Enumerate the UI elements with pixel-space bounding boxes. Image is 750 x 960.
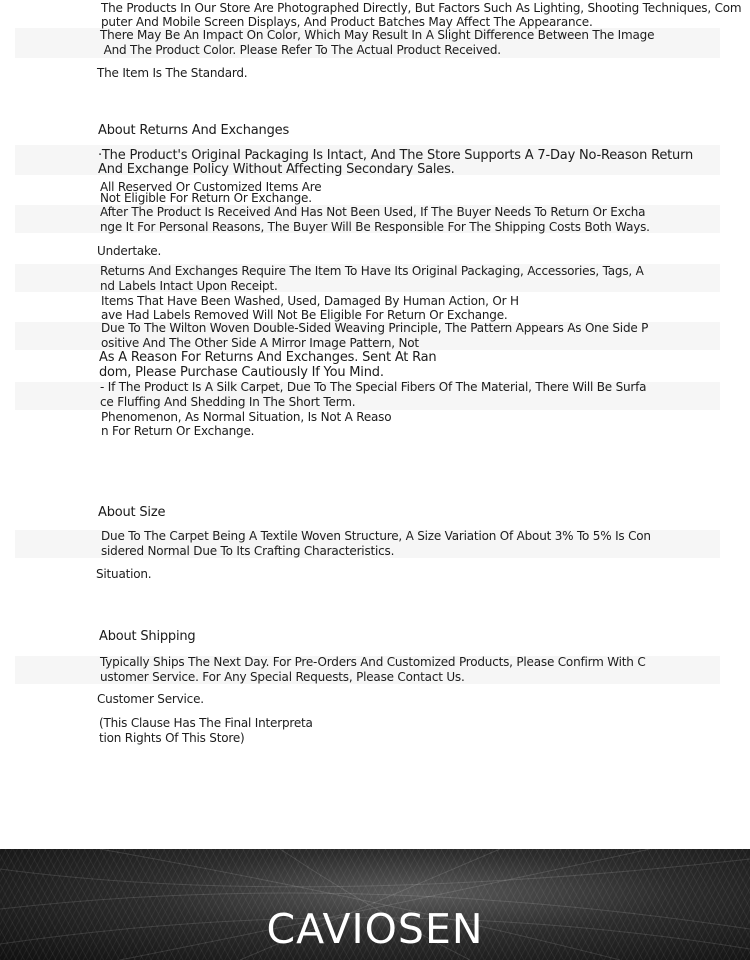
clause-line: tion Rights Of This Store) bbox=[99, 731, 245, 745]
intro-line: There May Be An Impact On Color, Which May Result In A Slight Difference Between The Image bbox=[100, 28, 655, 42]
silk-line: ce Fluffing And Shedding In The Short Term. bbox=[100, 395, 356, 409]
random-line: As A Reason For Returns And Exchanges. Sent At Ran bbox=[99, 350, 437, 365]
reserved-line: Not Eligible For Return Or Exchange. bbox=[100, 191, 312, 205]
returns-policy-line: ·The Product's Original Packaging Is Intact, And The Store Supports A 7-Day No-Reason Return bbox=[98, 148, 694, 163]
wilton-line: Due To The Wilton Woven Double-Sided Weaving Principle, The Pattern Appears As One Side P bbox=[101, 321, 649, 335]
shipping-line: ustomer Service. For Any Special Requests, Please Contact Us. bbox=[100, 670, 465, 684]
size-situation: Situation. bbox=[96, 567, 152, 581]
returns-heading: About Returns And Exchanges bbox=[98, 123, 290, 138]
shipping-costs-line: nge It For Personal Reasons, The Buyer Will Be Responsible For The Shipping Costs Both Ways. bbox=[100, 220, 650, 234]
shipping-costs-line: After The Product Is Received And Has Not Been Used, If The Buyer Needs To Return Or Excha bbox=[100, 205, 646, 219]
undertake-text: Undertake. bbox=[97, 244, 162, 258]
washed-line: Items That Have Been Washed, Used, Damaged By Human Action, Or H bbox=[101, 294, 519, 308]
phenomenon-line: n For Return Or Exchange. bbox=[101, 424, 255, 438]
wilton-line: ositive And The Other Side A Mirror Image Pattern, Not bbox=[101, 336, 419, 350]
random-line: dom, Please Purchase Cautiously If You Mind. bbox=[99, 365, 384, 380]
reserved-line: All Reserved Or Customized Items Are bbox=[100, 180, 322, 194]
packaging-line: nd Labels Intact Upon Receipt. bbox=[100, 279, 278, 293]
brand-logo: CAVIOSEN bbox=[266, 905, 484, 953]
silk-line: - If The Product Is A Silk Carpet, Due To The Special Fibers Of The Material, There Will Be Surfa bbox=[100, 380, 647, 394]
washed-line: ave Had Labels Removed Will Not Be Eligible For Return Or Exchange. bbox=[101, 308, 508, 322]
size-line: Due To The Carpet Being A Textile Woven Structure, A Size Variation Of About 3% To 5% Is Con bbox=[101, 529, 651, 543]
shipping-heading: About Shipping bbox=[99, 629, 196, 644]
customer-service-text: Customer Service. bbox=[97, 692, 204, 706]
intro-line: The Products In Our Store Are Photographed Directly, But Factors Such As Lighting, Shooting Techniques, Com bbox=[101, 1, 742, 15]
phenomenon-line: Phenomenon, As Normal Situation, Is Not A Reaso bbox=[101, 410, 392, 424]
intro-line: puter And Mobile Screen Displays, And Product Batches May Affect The Appearance. bbox=[101, 15, 593, 29]
shipping-line: Typically Ships The Next Day. For Pre-Orders And Customized Products, Please Confirm With C bbox=[100, 655, 646, 669]
intro-standard: The Item Is The Standard. bbox=[97, 66, 248, 80]
clause-line: (This Clause Has The Final Interpreta bbox=[99, 716, 313, 730]
brand-footer bbox=[0, 849, 750, 960]
packaging-line: Returns And Exchanges Require The Item To Have Its Original Packaging, Accessories, Tags, A bbox=[100, 264, 644, 278]
intro-line: And The Product Color. Please Refer To The Actual Product Received. bbox=[100, 43, 501, 57]
size-heading: About Size bbox=[98, 505, 166, 520]
size-line: sidered Normal Due To Its Crafting Characteristics. bbox=[101, 544, 395, 558]
returns-policy-line: And Exchange Policy Without Affecting Secondary Sales. bbox=[98, 162, 455, 177]
